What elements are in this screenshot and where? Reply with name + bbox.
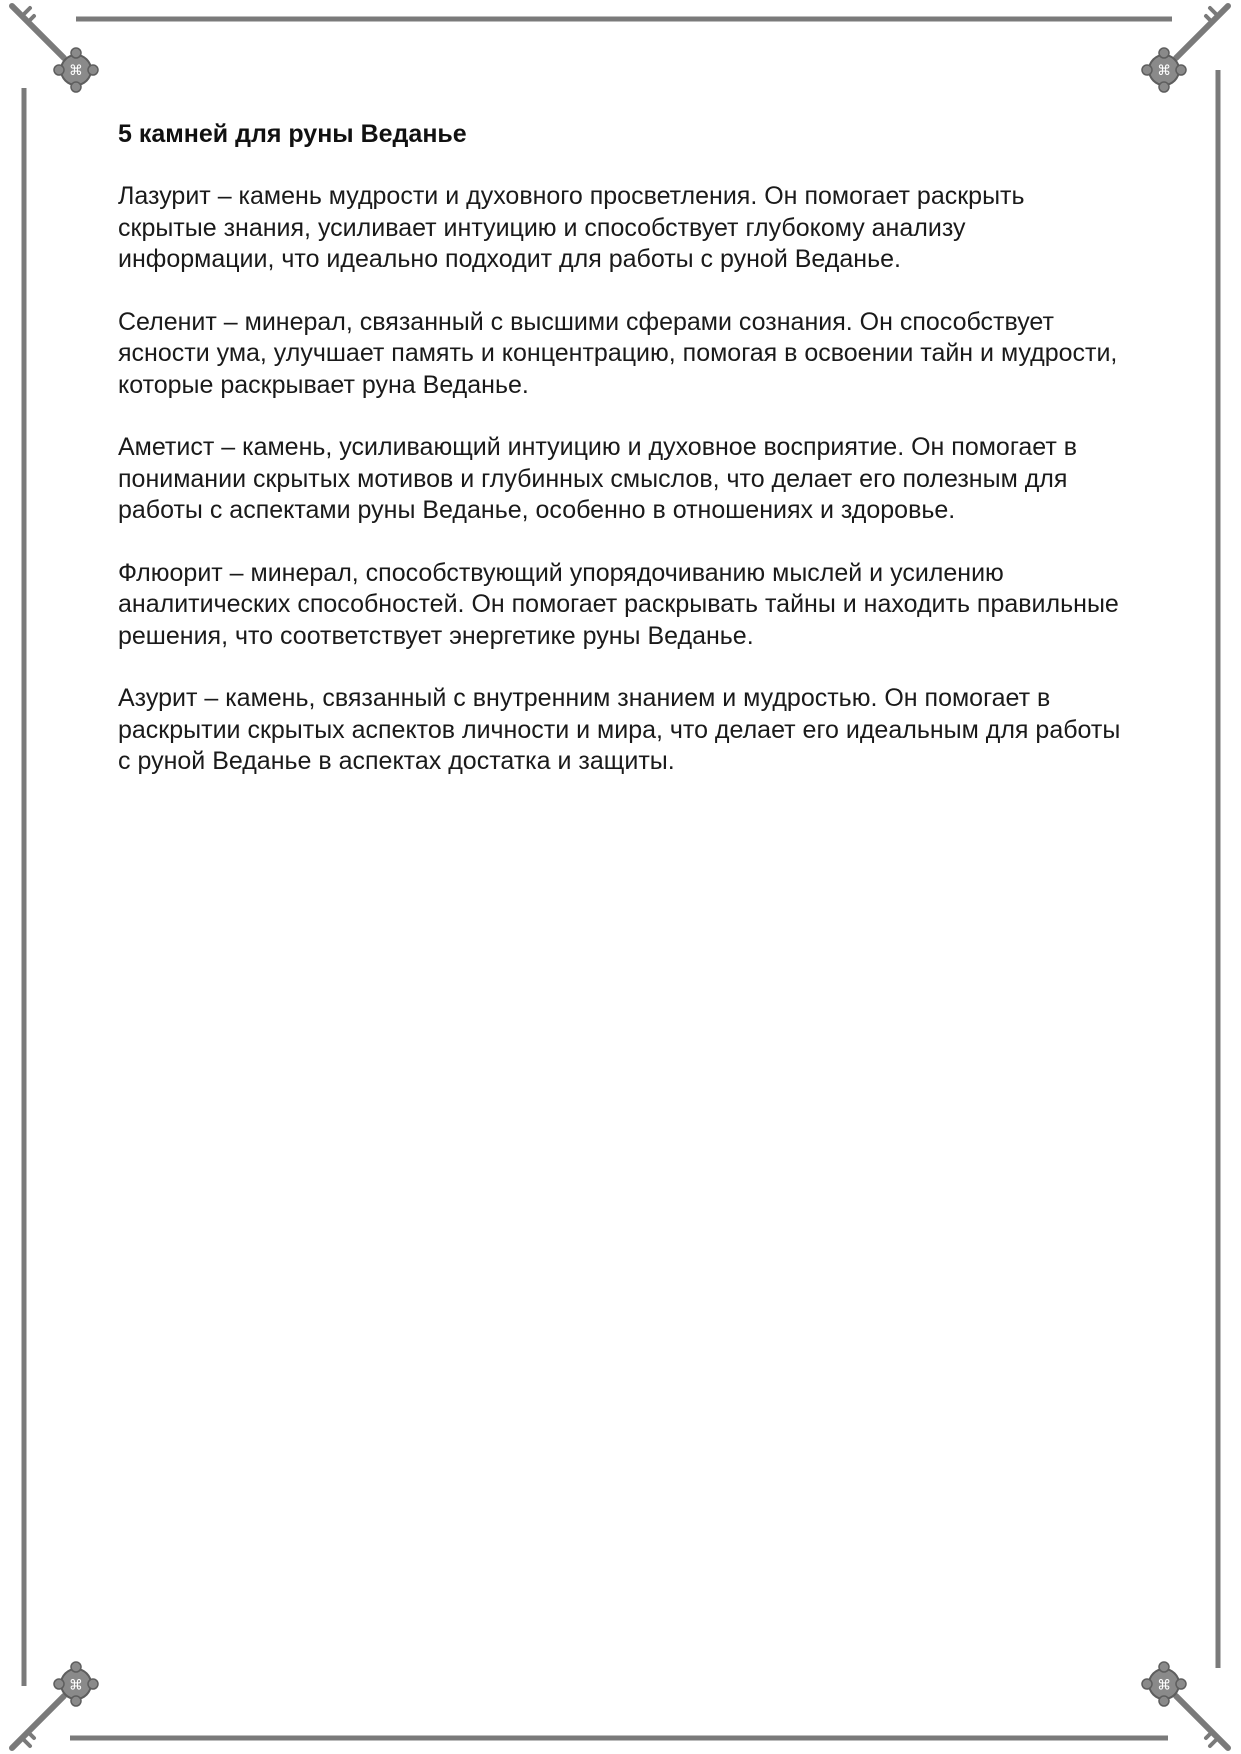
stone-paragraph-amethyst: Аметист – камень, усиливающий интуицию и духовное восприятие. Он помогает в понимании скрытых мотивов и глубинных смыслов, что делает его полезным для работы с аспектами руны Веданье, особенно в отношениях и здоровье.	[118, 433, 1078, 524]
stone-paragraph-azurite: Азурит – камень, связанный с внутренним знанием и мудростью. Он помогает в раскрытии скрытых аспектов личности и мира, что делает его идеальным для работы с руной Веданье в аспектах достатка и защиты.	[118, 684, 1121, 775]
document-body	[118, 118, 1128, 809]
stone-paragraph-selenite: Селенит – минерал, связанный с высшими сферами сознания. Он способствует ясности ума, улучшает память и концентрацию, помогая в освоении тайн и мудрости, которые раскрывает руна Веданье.	[118, 307, 1118, 399]
stone-paragraph-lazurite: Лазурит – камень мудрости и духовного просветления. Он помогает раскрыть скрытые знания, усиливает интуицию и способствует глубокому анализу информации, что идеально подходит для работы с руной Веданье.	[118, 182, 1025, 273]
stone-paragraph-fluorite: Флюорит – минерал, способствующий упорядочиванию мыслей и усилению аналитических способностей. Он помогает раскрывать тайны и находить правильные решения, что соответствует энергетике руны Веданье.	[118, 558, 1119, 650]
key-ornament-icon-bottom-right	[1142, 1662, 1228, 1748]
page-title: 5 камней для руны Веданье	[118, 120, 467, 148]
